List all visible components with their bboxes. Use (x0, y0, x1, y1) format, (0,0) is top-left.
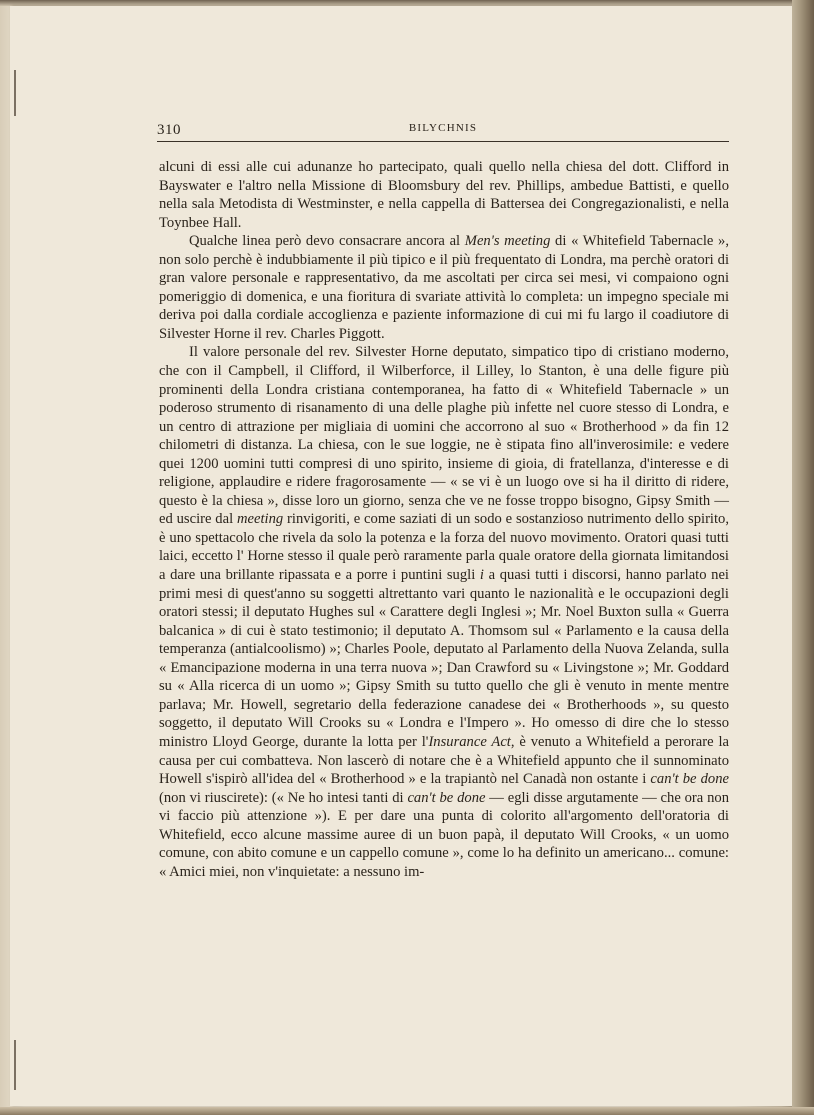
page-header (157, 120, 729, 142)
paragraph (159, 343, 729, 881)
italic-text: can't be done (650, 771, 730, 788)
running-head: BILYCHNIS (408, 122, 478, 134)
paragraph (159, 232, 729, 343)
text-run: rinvigoriti, e come saziati di un sodo e sostanzioso nutrimento dello spirito, è uno spettacolo che rivela da solo la potenza e la forza del nuovo movimento. Oratori quasi tutti laici, eccetto l' Horne stesso il quale però raramente parla quale oratore della giornata limitandosi a dare una brillante ripassata e a porre i puntini sugli (159, 511, 729, 584)
scan-bottom-edge (0, 1107, 814, 1115)
paragraph (159, 158, 729, 232)
body-text (159, 158, 729, 881)
italic-text: meeting (237, 511, 284, 528)
margin-ink-mark (14, 70, 16, 116)
text-run: Il valore personale del rev. Silvester Horne deputato, simpatico tipo di cristiano moderno, che con il Campbell, il Clifford, il Wilberforce, il Lilley, lo Stanton, è una delle figure più prominenti della Londra cristiana contemporanea, ha fatto di « Whitefield Tabernacle » un poderoso strumento di risanamento di una delle plaghe più infette nel cuore stesso di Londra, e un centro di attrazione per migliaia di uomini che accorrono al suo « Brotherhood » da fin 12 chilometri di distanza. La chiesa, con le sue loggie, ne è stipata fino all'inverosimile: e vedere quei 1200 uomini tutti compresi di uno spirito, insieme di gioia, di fratellanza, d'interesse e di religione, applaudire e ridere fragorosamente — « se vi è un luogo ove si ha il diritto di ridere, questo è la chiesa », disse loro un giorno, senza che ve ne fosse troppo bisogno, Gipsy Smith — ed uscire dal (159, 344, 729, 528)
text-run: , è venuto a Whitefield a perorare la causa per cui combatteva. Non lascerò di notare che è a Whitefield appunto che il sunnominato Howell s'ispirò all'idea del « Brotherhood » e la trapiantò nel Canadà non ostante i (159, 733, 729, 788)
page-number: 310 (157, 122, 181, 138)
text-run: a quasi tutti i discorsi, hanno parlato nei primi mesi di quest'anno su soggetti altrettanto vari quanto le nazionalità e le occupazioni degli oratori stessi; il deputato Hughes sul « Carattere degli Inglesi »; Mr. Noel Buxton sulla « Guerra balcanica » di cui è stato testimonio; il deputato A. Thomsom sul « Parlamento e la causa della temperanza (antialcoolismo) »; Charles Poole, deputato al Parlamento della Nuova Zelanda, sulla « Emancipazione moderna in una terra nuova »; Dan Crawford su « Livingstone »; Mr. Goddard su « Alla ricerca di un uomo »; Gipsy Smith su tutto quello che gli è venuto in mente mentre parlava; Mr. Howell, segretario della federazione canadese dei « Brotherhoods », su questo soggetto, il deputato Will Crooks su « Londra e l'Impero ». Ho omesso di dire che lo stesso ministro Lloyd George, durante la lotta per l' (159, 567, 729, 750)
text-run: — egli disse argutamente — che ora non vi faccio più attenzione »). E per dare una punta di colorito all'argomento dell'oratoria di Whitefield, ecco alcune massime auree di un buon papà, il deputato Will Crooks, « un uomo comune, con abito comune e un cappello comune », come lo ha definito un americano... comune: « Amici miei, non v'inquietate: a nessuno im- (159, 789, 729, 880)
text-run: alcuni di essi alle cui adunanze ho partecipato, quali quello nella chiesa del dott. Clifford in Bayswater e l'altro nella Missione di Bloomsbury del rev. Phillips, ambedue Battisti, e quello nella sala Metodista di Westminster, e nella cappella di Battersea dei Congregazionalisti, e nella Toynbee Hall. (159, 159, 729, 231)
text-run: di « Whitefield Tabernacle », non solo perchè è indubbiamente il più tipico e il più frequentato di Londra, ma perchè oratori di gran valore personale e rappresentativo, da me ascoltati per circa sei mesi, vi compaiono ogni pomeriggio di domenica, e una fioritura di svariate attività lo completa: un impegno speciale mi deriva poi dalla cordiale accoglienza e paziente informazione di cui mi fu largo il coadiutore di Silvester Horne il rev. Charles Piggott. (159, 233, 730, 342)
header-rule (157, 141, 729, 142)
italic-text: can't be done (407, 789, 486, 806)
italic-text: Insurance Act (428, 733, 511, 750)
text-run: Qualche linea però devo consacrare ancora al (189, 233, 465, 250)
italic-text: Men's meeting (464, 233, 551, 250)
italic-text: i (479, 567, 484, 584)
book-spine-edge (792, 0, 814, 1115)
text-run: (non vi riuscirete): (« Ne ho intesi tanti di (159, 789, 408, 806)
margin-ink-mark (14, 1040, 16, 1090)
